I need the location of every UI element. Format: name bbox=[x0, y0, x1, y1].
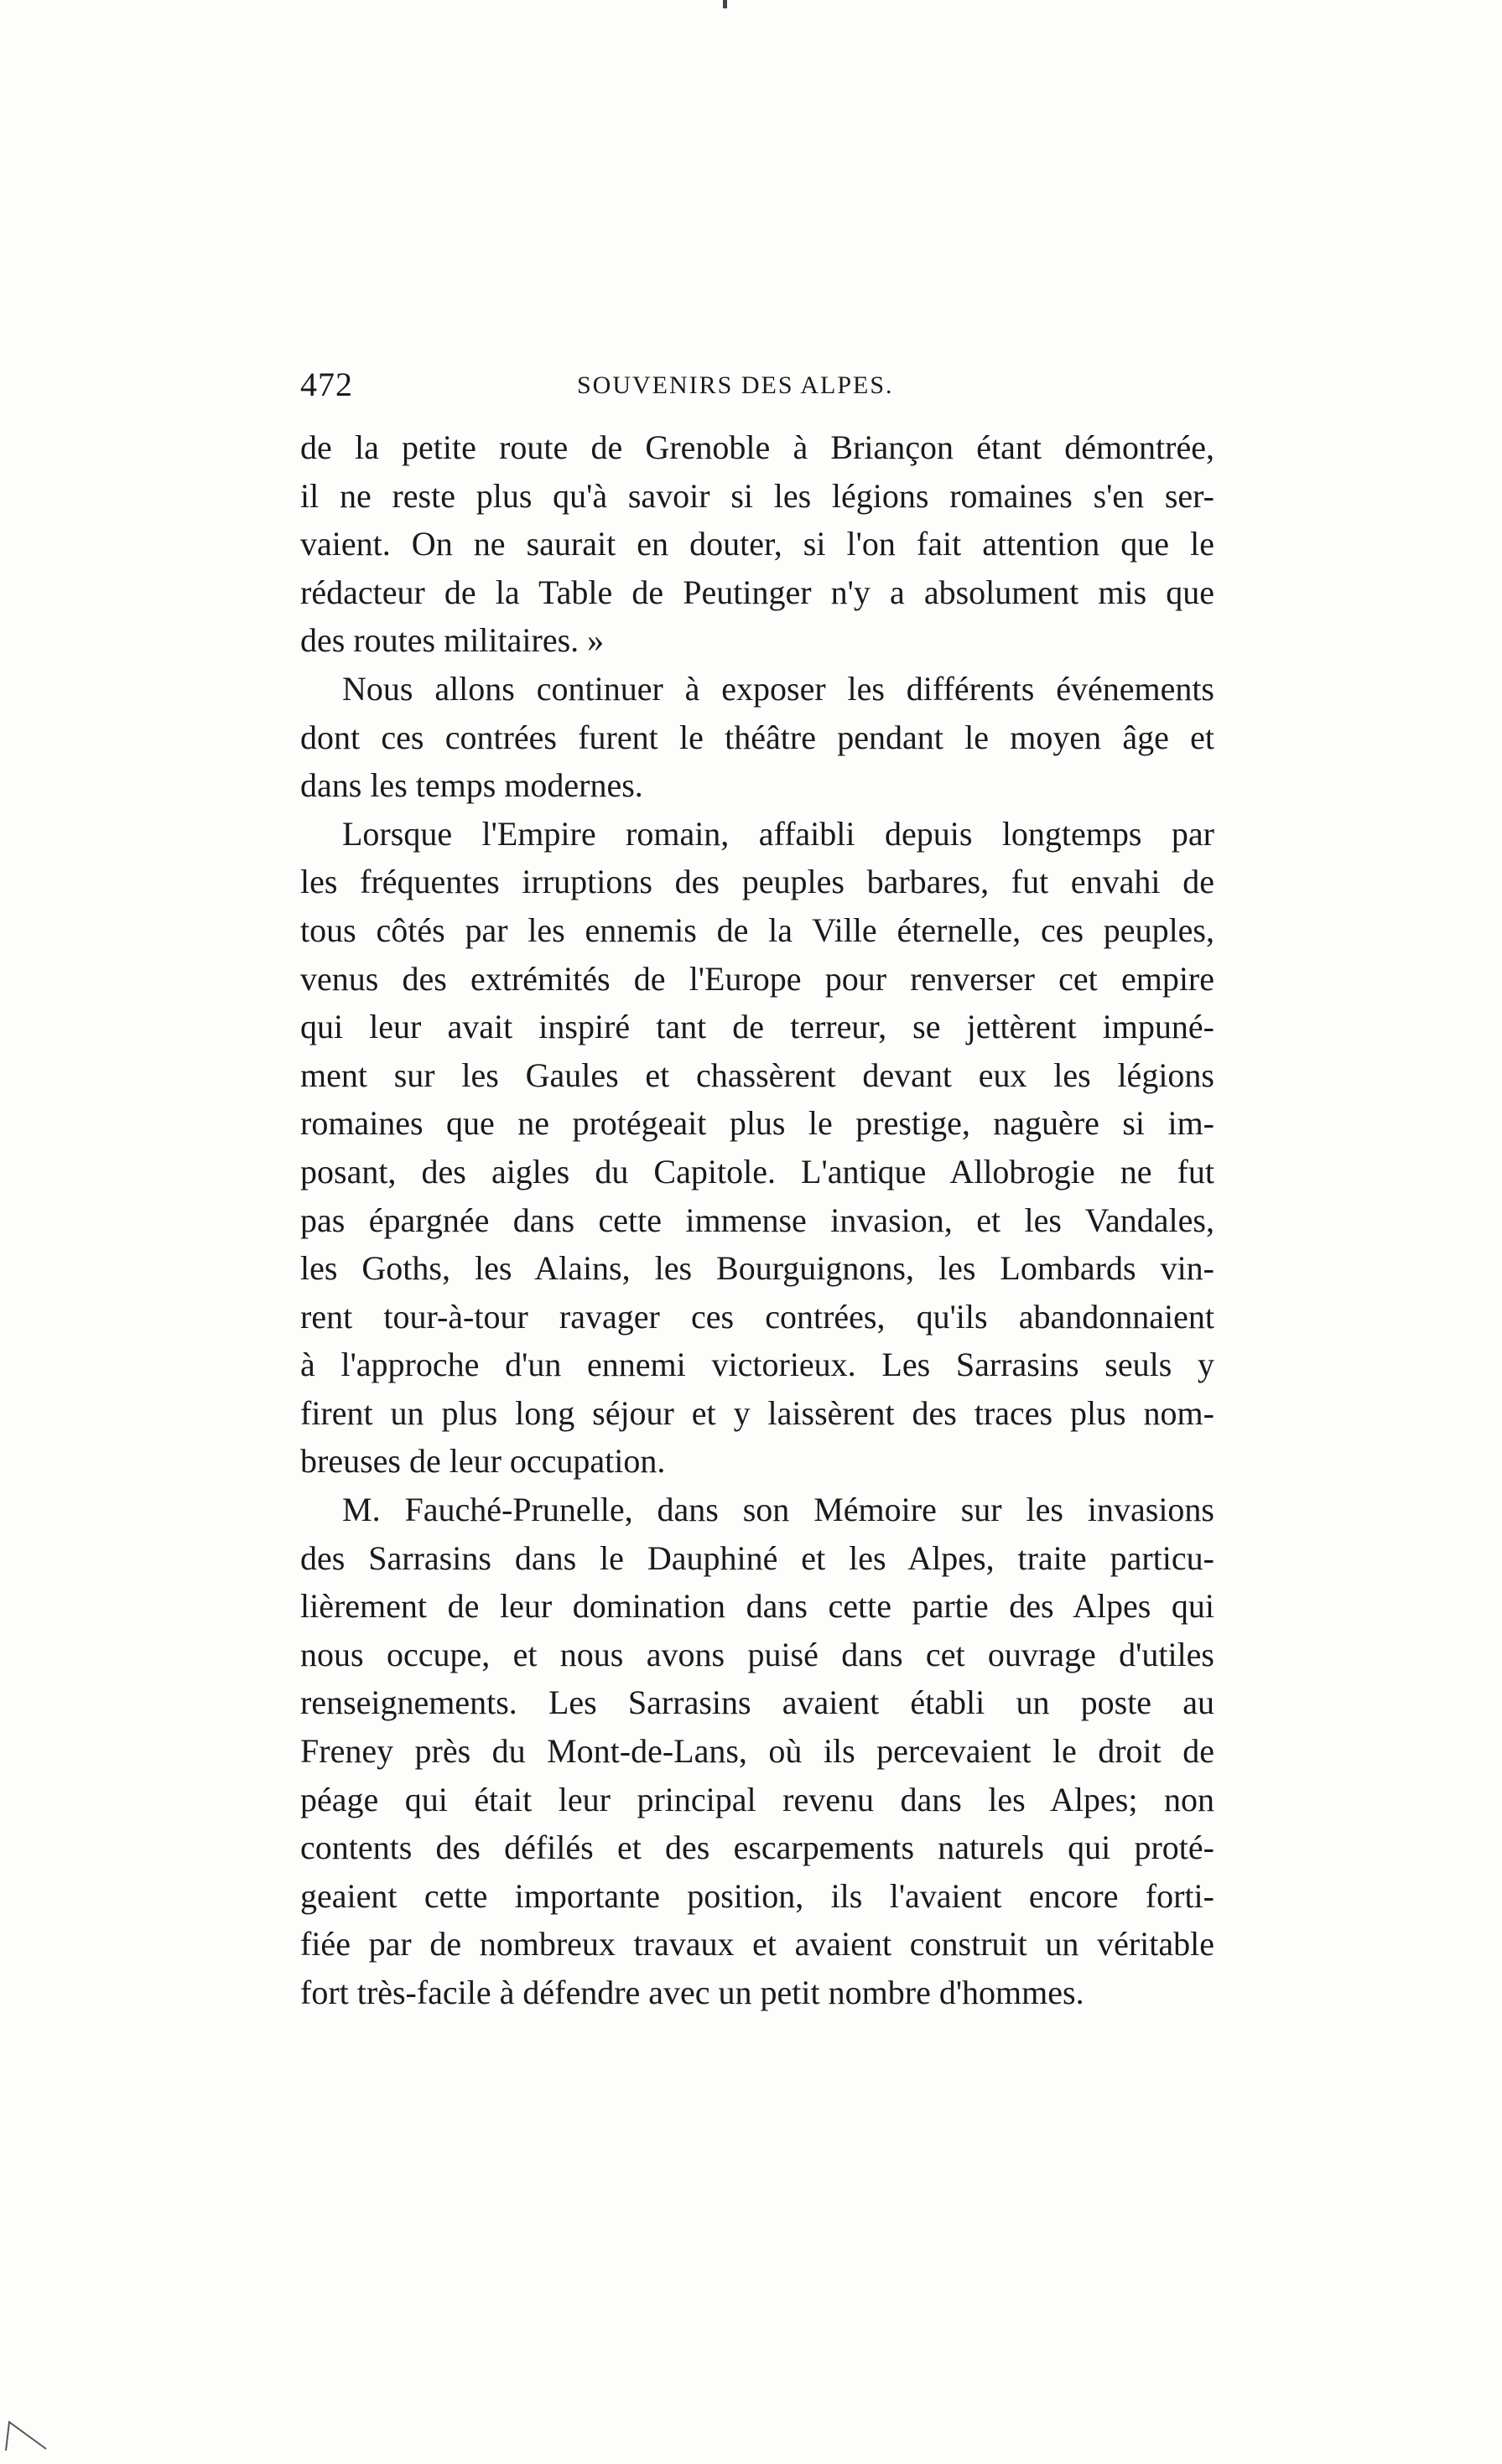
text-line: rédacteur de la Table de Peutinger n'y a absolument mis que bbox=[300, 573, 1214, 611]
text-line: venus des extrémités de l'Europe pour renverser cet empire bbox=[300, 959, 1214, 998]
text-line: des routes militaires. » bbox=[300, 621, 605, 660]
text-line: dont ces contrées furent le théâtre pendant le moyen âge et bbox=[300, 718, 1214, 756]
page-corner-mark bbox=[4, 2419, 55, 2452]
page-number: 472 bbox=[300, 366, 353, 403]
text-line: firent un plus long séjour et y laissèrent des traces plus nom- bbox=[300, 1393, 1214, 1432]
ink-speck bbox=[723, 0, 727, 8]
text-line: Freney près du Mont-de-Lans, où ils percevaient le droit de bbox=[300, 1732, 1214, 1771]
text-line: il ne reste plus qu'à savoir si les légions romaines s'en ser- bbox=[300, 476, 1214, 515]
text-line: les fréquentes irruptions des peuples barbares, fut envahi de bbox=[300, 863, 1214, 901]
text-line: de la petite route de Grenoble à Briançon étant démontrée, bbox=[300, 428, 1214, 466]
text-line: à l'approche d'un ennemi victorieux. Les Sarrasins seuls y bbox=[300, 1346, 1214, 1384]
text-line: breuses de leur occupation. bbox=[300, 1442, 666, 1481]
paragraph-start: M. Fauché-Prunelle, dans son Mémoire sur les invasions bbox=[342, 1491, 1214, 1529]
text-line: contents des défilés et des escarpements naturels qui proté- bbox=[300, 1829, 1214, 1867]
text-line: renseignements. Les Sarrasins avaient établi un poste au bbox=[300, 1683, 1214, 1722]
text-line: tous côtés par les ennemis de la Ville éternelle, ces peuples, bbox=[300, 910, 1214, 949]
text-line: posant, des aigles du Capitole. L'antique Allobrogie ne fut bbox=[300, 1152, 1214, 1191]
text-line: vaient. On ne saurait en douter, si l'on fait attention que le bbox=[300, 525, 1214, 563]
text-line: lièrement de leur domination dans cette partie des Alpes qui bbox=[300, 1587, 1214, 1626]
text-line: qui leur avait inspiré tant de terreur, se jettèrent impuné- bbox=[300, 1008, 1214, 1046]
body-text bbox=[300, 423, 1214, 2017]
text-line: rent tour-à-tour ravager ces contrées, qu'ils abandonnaient bbox=[300, 1297, 1214, 1336]
text-line: dans les temps modernes. bbox=[300, 766, 643, 805]
paragraph-start: Lorsque l'Empire romain, affaibli depuis longtemps par bbox=[342, 814, 1214, 853]
text-line: fiée par de nombreux travaux et avaient construit un véritable bbox=[300, 1925, 1214, 1963]
text-line: fort très-facile à défendre avec un petit nombre d'hommes. bbox=[300, 1974, 1084, 2011]
running-head bbox=[300, 365, 1214, 415]
text-line: geaient cette importante position, ils l'avaient encore forti- bbox=[300, 1876, 1214, 1915]
text-line: des Sarrasins dans le Dauphiné et les Alpes, traite particu- bbox=[300, 1538, 1214, 1577]
text-line: nous occupe, et nous avons puisé dans cet ouvrage d'utiles bbox=[300, 1635, 1214, 1673]
text-line: romaines que ne protégeait plus le prestige, naguère si im- bbox=[300, 1104, 1214, 1143]
text-line: pas épargnée dans cette immense invasion, et les Vandales, bbox=[300, 1201, 1214, 1239]
paragraph-start: Nous allons continuer à exposer les différents événements bbox=[342, 669, 1214, 708]
text-line: ment sur les Gaules et chassèrent devant eux les légions bbox=[300, 1056, 1214, 1094]
text-line: les Goths, les Alains, les Bourguignons, les Lombards vin- bbox=[300, 1249, 1214, 1288]
text-line: péage qui était leur principal revenu dans les Alpes; non bbox=[300, 1780, 1214, 1818]
running-title: SOUVENIRS DES ALPES. bbox=[577, 371, 894, 399]
